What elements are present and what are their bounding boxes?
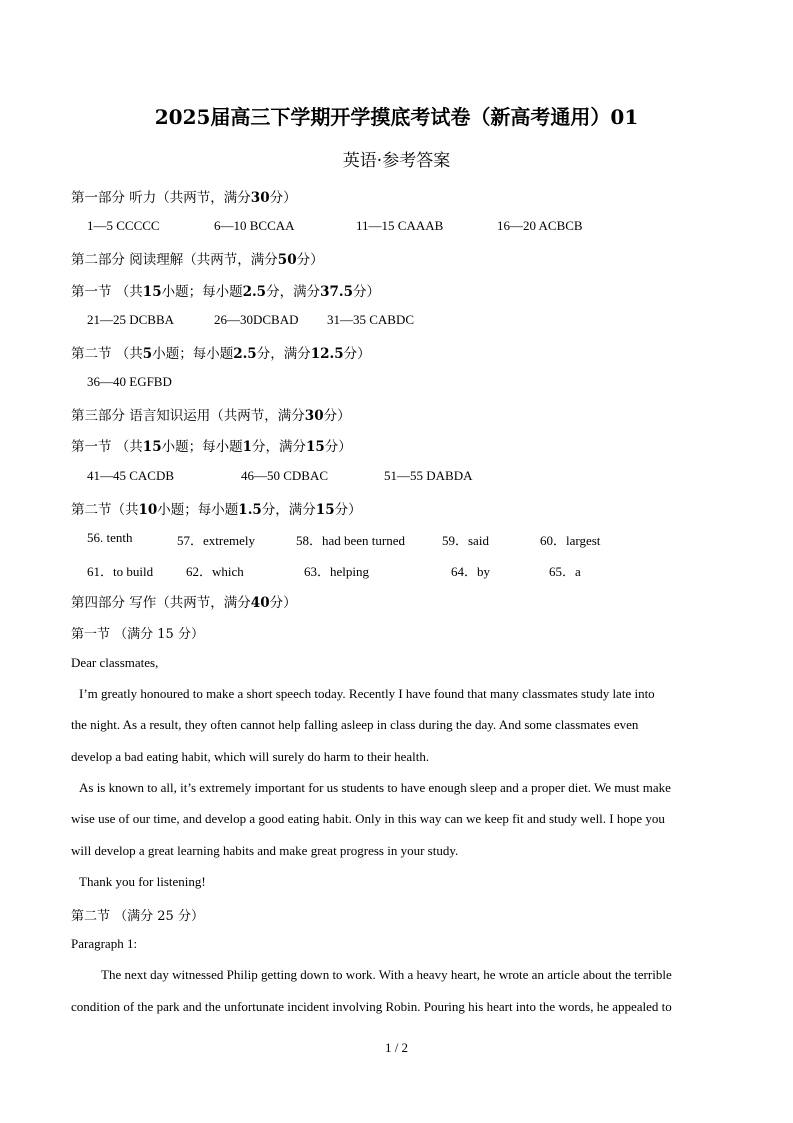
paragraph-label: Paragraph 1:: [71, 936, 138, 951]
essay-line: I’m greatly honoured to make a short speech today. Recently I have found that many classmates study late into: [79, 686, 655, 701]
page-subtitle: 英语·参考答案: [342, 151, 451, 171]
answer-item: 65．a: [549, 564, 581, 579]
part3-heading: 第三部分 语言知识运用（共两节，满分30分）: [71, 408, 351, 424]
answer-item: 64．by: [451, 564, 491, 579]
page-title: 2025届高三下学期开学摸底考试卷（新高考通用）01: [154, 105, 639, 129]
answer-group: 31—35 CABDC: [327, 312, 415, 327]
answer-item: 61．to build: [87, 564, 154, 579]
answer-group: 11—15 CAAAB: [356, 218, 444, 233]
part3-sec2-heading: 第二节（共10小题；每小题1.5分，满分15分）: [71, 502, 362, 518]
answer-group: 21—25 DCBBA: [87, 312, 175, 327]
part1-heading: 第一部分 听力（共两节，满分30分）: [71, 190, 297, 206]
part2-sec2-heading: 第二节 （共5小题；每小题2.5分，满分12.5分）: [71, 346, 371, 362]
essay-line: As is known to all, it’s extremely important for us students to have enough sleep and a proper diet. We must make: [79, 780, 671, 795]
answer-group: 51—55 DABDA: [384, 468, 473, 483]
answer-group: 26—30DCBAD: [214, 312, 299, 327]
part4-sec1-heading: 第一节 （满分 15 分）: [71, 627, 204, 642]
answer-group: 1—5 CCCCC: [87, 218, 160, 233]
answer-item: 57．extremely: [177, 533, 255, 548]
part4-heading: 第四部分 写作（共两节，满分40分）: [71, 595, 297, 611]
page-number: 1 / 2: [384, 1040, 409, 1055]
essay-line: Thank you for listening!: [79, 874, 206, 889]
part2-heading: 第二部分 阅读理解（共两节，满分50分）: [71, 252, 324, 268]
answer-item: 62．which: [186, 564, 244, 579]
answer-group: 16—20 ACBCB: [497, 218, 583, 233]
answer-item: 60．largest: [540, 533, 601, 548]
essay-line: the night. As a result, they often cannot help falling asleep in class during the day. And some classmates even: [71, 717, 639, 732]
letter-greeting: Dear classmates,: [71, 655, 159, 670]
essay-line: The next day witnessed Philip getting down to work. With a heavy heart, he wrote an article about the terrible: [101, 967, 672, 982]
answer-group: 46—50 CDBAC: [241, 468, 329, 483]
essay-line: condition of the park and the unfortunate incident involving Robin. Pouring his heart into the words, he appealed to: [71, 999, 672, 1014]
answer-item: 59．said: [442, 533, 489, 548]
answer-item: 56. tenth: [87, 530, 133, 545]
part4-sec2-heading: 第二节 （满分 25 分）: [71, 909, 204, 924]
answer-group: 6—10 BCCAA: [214, 218, 295, 233]
answer-item: 63．helping: [304, 564, 369, 579]
essay-line: develop a bad eating habit, which will surely do harm to their health.: [71, 749, 430, 764]
essay-line: wise use of our time, and develop a good eating habit. Only in this way can we keep fit and study well. I hope you: [71, 811, 665, 826]
part3-sec1-heading: 第一节 （共15小题；每小题1分，满分15分）: [71, 439, 352, 455]
part2-sec1-heading: 第一节 （共15小题；每小题2.5分，满分37.5分）: [71, 284, 380, 300]
answer-group: 41—45 CACDB: [87, 468, 175, 483]
answer-item: 58．had been turned: [296, 533, 406, 548]
essay-line: will develop a great learning habits and make great progress in your study.: [71, 843, 459, 858]
answer-group: 36—40 EGFBD: [87, 374, 172, 389]
